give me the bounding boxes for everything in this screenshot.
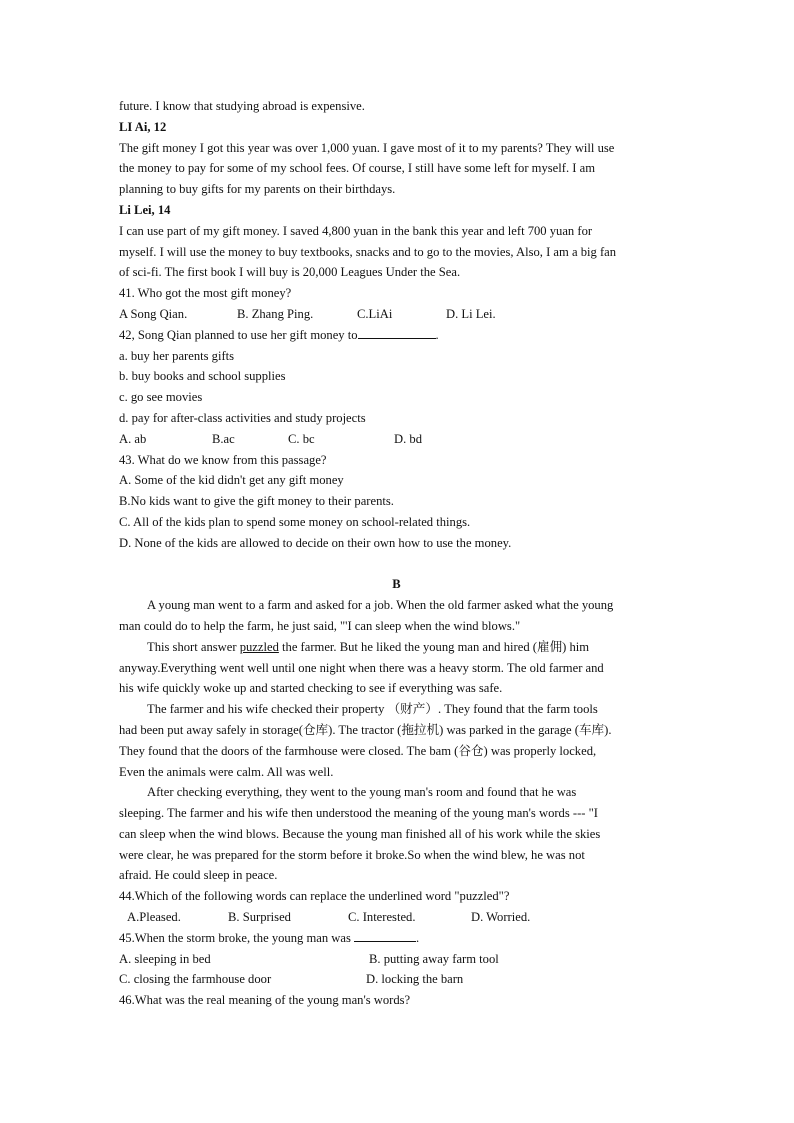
p4-line-3: can sleep when the wind blows. Because the young man finished all of his work while the skies	[119, 826, 601, 841]
li-ai-heading: LI Ai, 12	[119, 119, 167, 134]
q45-stem-end: .	[416, 930, 420, 945]
q45-option-a: A. sleeping in bed	[119, 951, 211, 966]
q43-option-a: A. Some of the kid didn't get any gift money	[119, 473, 344, 488]
p4-line-1: After checking everything, they went to the young man's room and found that he was	[147, 785, 577, 800]
p2-line-3: his wife quickly woke up and started checking to see if everything was safe.	[119, 681, 503, 696]
q45-options-row-1	[119, 949, 674, 970]
intro-tail: future. I know that studying abroad is expensive.	[119, 99, 365, 113]
q42-choice-a: a. buy her parents gifts	[119, 348, 235, 363]
li-lei-heading: Li Lei, 14	[119, 202, 171, 217]
li-ai-line-3: planning to buy gifts for my parents on their birthdays.	[119, 182, 396, 197]
p3-line-4: Even the animals were calm. All was well.	[119, 764, 334, 779]
q44-options	[119, 907, 674, 928]
p4-line-5: afraid. He could sleep in peace.	[119, 868, 278, 883]
q42-options	[119, 429, 674, 450]
li-lei-line-3: of sci-fi. The first book I will buy is 20,000 Leagues Under the Sea.	[119, 265, 461, 280]
section-b-heading: B	[392, 577, 401, 592]
q45-stem: 45.When the storm broke, the young man was	[119, 930, 351, 945]
p2-underlined-word: puzzled	[239, 639, 279, 654]
q42-stem: 42, Song Qian planned to use her gift money to	[119, 327, 358, 342]
li-lei-line-1: I can use part of my gift money. I saved 4,800 yuan in the bank this year and left 700 yuan for	[119, 223, 593, 238]
p1-line-1: A young man went to a farm and asked for a job. When the old farmer asked what the young	[147, 598, 614, 613]
p3-line-3: They found that the doors of the farmhouse were closed. The bam (谷仓) was properly locked,	[119, 743, 597, 758]
q43-option-b: B.No kids want to give the gift money to their parents.	[119, 494, 394, 509]
q41-option-d: D. Li Lei.	[446, 306, 496, 321]
document-page	[119, 96, 674, 1011]
p2-post: the farmer. But he liked the young man and hired (雇佣) him	[278, 639, 590, 654]
p2-line-2: anyway.Everything went well until one night when there was a heavy storm. The old farmer and	[119, 660, 604, 675]
q41-option-a: A Song Qian.	[119, 306, 188, 321]
li-lei-line-2: myself. I will use the money to buy textbooks, snacks and to go to the movies, Also, I am a big fan	[119, 244, 617, 259]
q44-option-b: B. Surprised	[228, 910, 291, 925]
q45-options-row-2	[119, 969, 674, 990]
p4-line-4: were clear, he was prepared for the storm before it broke.So when the wind blew, he was not	[119, 847, 585, 862]
q42-choice-d: d. pay for after-class activities and study projects	[119, 410, 366, 425]
q42-option-a: A. ab	[119, 431, 147, 446]
p2-line-1	[119, 637, 674, 658]
q42-option-d: D. bd	[394, 431, 422, 446]
q43-option-d: D. None of the kids are allowed to decide on their own how to use the money.	[119, 535, 512, 550]
li-ai-line-2: the money to pay for some of my school fees. Of course, I still have some left for myself. I am	[119, 161, 595, 176]
q42-option-b: B.ac	[212, 431, 235, 446]
q44-stem: 44.Which of the following words can replace the underlined word "puzzled"?	[119, 889, 510, 904]
q43-stem: 43. What do we know from this passage?	[119, 452, 327, 467]
q41-stem: 41. Who got the most gift money?	[119, 286, 292, 301]
q45-option-c: C. closing the farmhouse door	[119, 972, 272, 987]
q45-option-b: B. putting away farm tool	[369, 951, 499, 966]
p3-line-1: The farmer and his wife checked their property （财产）. They found that the farm tools	[147, 702, 598, 717]
q44-option-a: A.Pleased.	[127, 910, 181, 925]
q43-option-c: C. All of the kids plan to spend some money on school-related things.	[119, 514, 471, 529]
q44-option-c: C. Interested.	[348, 910, 416, 925]
q41-options	[119, 304, 674, 325]
li-ai-line-1: The gift money I got this year was over 1,000 yuan. I gave most of it to my parents? They will use	[119, 140, 615, 155]
q42-choice-c: c. go see movies	[119, 390, 203, 405]
q44-option-d: D. Worried.	[471, 910, 531, 925]
q41-option-b: B. Zhang Ping.	[237, 306, 314, 321]
q42-stem-end: .	[435, 327, 439, 342]
q45-option-d: D. locking the barn	[366, 972, 464, 987]
q42-blank	[358, 325, 436, 339]
q42-stem-line	[119, 325, 674, 346]
p3-line-2: had been put away safely in storage(仓库). The tractor (拖拉机) was parked in the garage (车库).	[119, 722, 612, 737]
p2-pre: This short answer	[147, 639, 240, 654]
p4-line-2: sleeping. The farmer and his wife then understood the meaning of the young man's words --- "I	[119, 806, 598, 821]
q42-choice-b: b. buy books and school supplies	[119, 369, 286, 384]
p1-line-2: man could do to help the farm, he just said, "'I can sleep when the wind blows."	[119, 618, 521, 633]
q45-blank	[354, 928, 416, 942]
q46-stem: 46.What was the real meaning of the young man's words?	[119, 993, 411, 1008]
q42-option-c: C. bc	[288, 431, 315, 446]
q41-option-c: C.LiAi	[357, 306, 393, 321]
q45-stem-line	[119, 928, 674, 949]
